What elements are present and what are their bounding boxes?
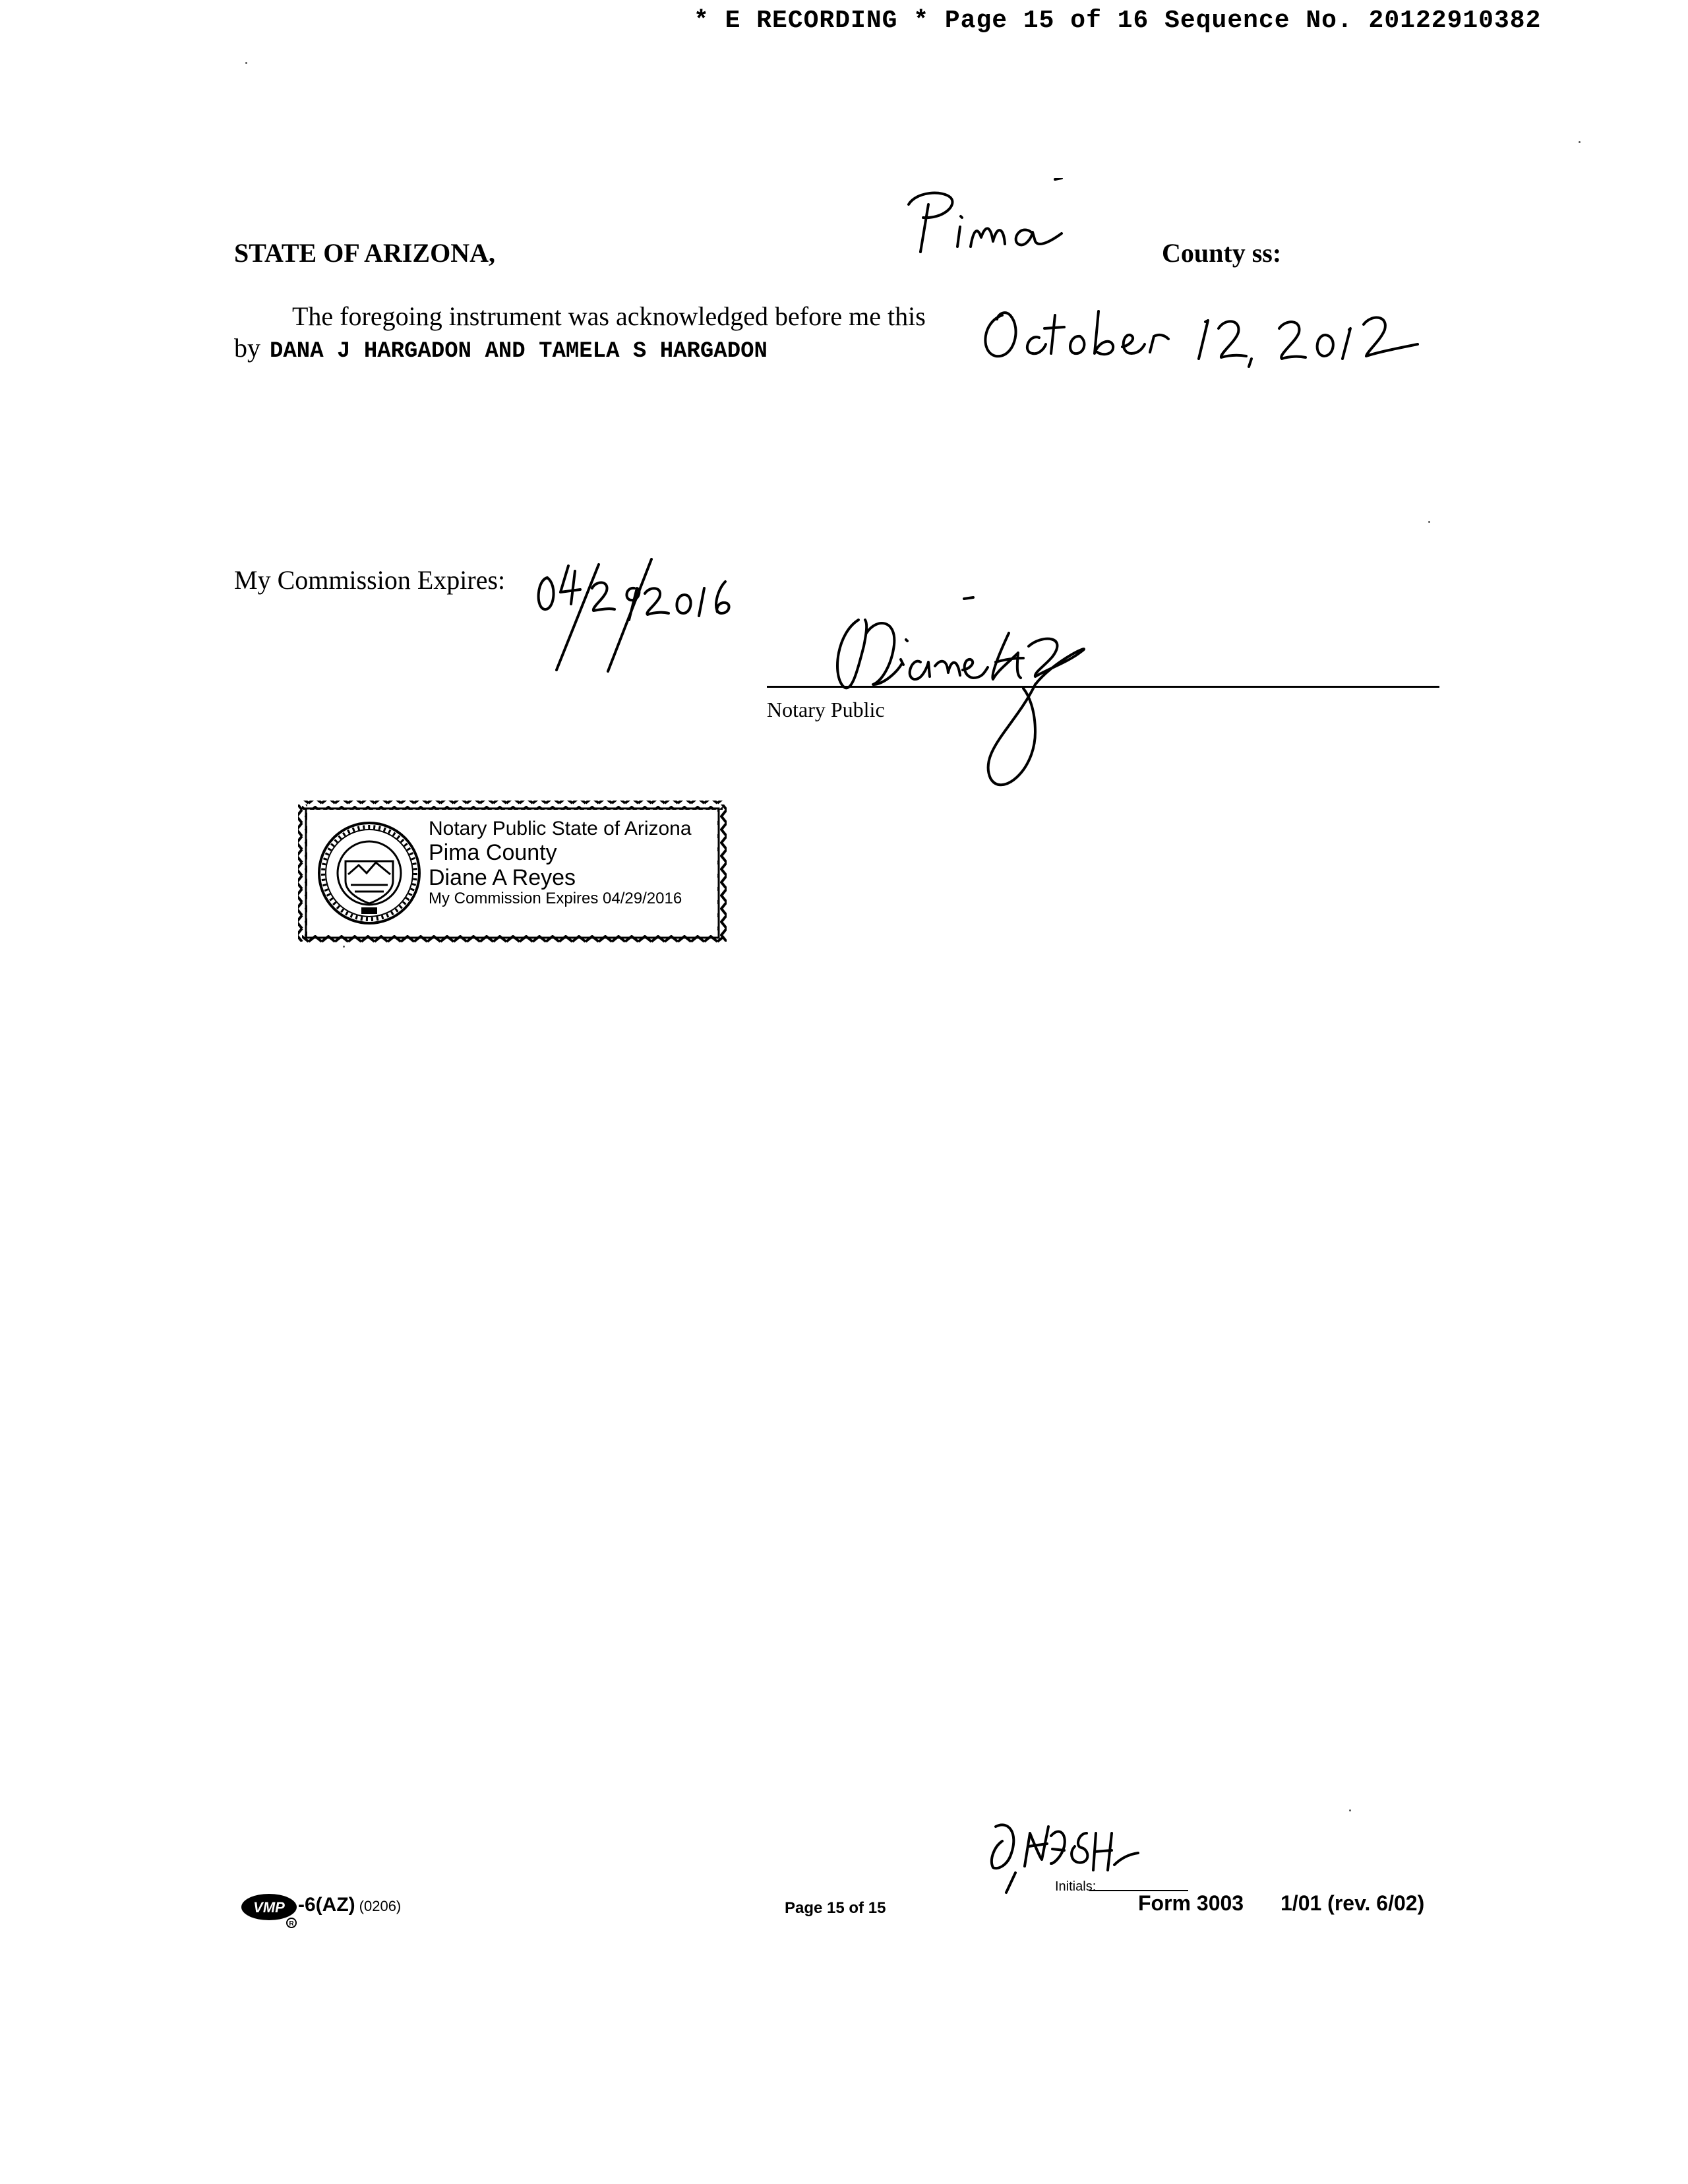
vmp-logo-icon xyxy=(237,1893,303,1929)
form-code-main: -6(AZ) xyxy=(298,1894,355,1916)
recording-header: * E RECORDING * Page 15 of 16 Sequence No. 20122910382 xyxy=(694,7,1542,35)
acknowledgment-text: The foregoing instrument was acknowledged before me this xyxy=(292,301,926,331)
signer-names: DANA J HARGADON AND TAMELA S HARGADON xyxy=(270,339,768,364)
page-number: Page 15 of 15 xyxy=(785,1899,886,1917)
county-label: County ss: xyxy=(1162,238,1282,268)
form-code xyxy=(298,1894,401,1916)
commission-date-handwritten xyxy=(528,551,765,677)
form-code-date: (0206) xyxy=(359,1898,402,1914)
notary-public-label: Notary Public xyxy=(767,698,885,721)
stamp-line-name: Diane A Reyes xyxy=(429,864,576,890)
acknowledgment-by-line xyxy=(234,332,768,364)
commission-label: My Commission Expires: xyxy=(234,565,506,595)
scan-speck xyxy=(1349,1809,1351,1811)
stamp-line-county: Pima County xyxy=(429,839,557,865)
scan-speck xyxy=(245,62,247,64)
signature-line xyxy=(767,686,1439,688)
scan-speck xyxy=(1579,141,1581,143)
svg-text:VMP: VMP xyxy=(253,1899,285,1916)
stamp-line-expiry: My Commission Expires 04/29/2016 xyxy=(429,889,682,907)
form-revision: 1/01 (rev. 6/02) xyxy=(1281,1891,1425,1915)
stamp-text-block xyxy=(429,818,692,908)
state-label: STATE OF ARIZONA, xyxy=(234,238,495,268)
scan-speck xyxy=(1428,521,1430,523)
stamp-line-title: Notary Public State of Arizona xyxy=(429,818,692,839)
scan-speck xyxy=(343,946,345,948)
state-seal-icon xyxy=(319,823,419,923)
by-label: by xyxy=(234,333,260,363)
initials-label: Initials: xyxy=(1055,1879,1097,1894)
county-handwritten xyxy=(897,178,1081,270)
svg-text:R: R xyxy=(289,1920,294,1927)
form-number: Form 3003 xyxy=(1138,1891,1244,1915)
acknowledgment-date-handwritten xyxy=(976,295,1424,368)
